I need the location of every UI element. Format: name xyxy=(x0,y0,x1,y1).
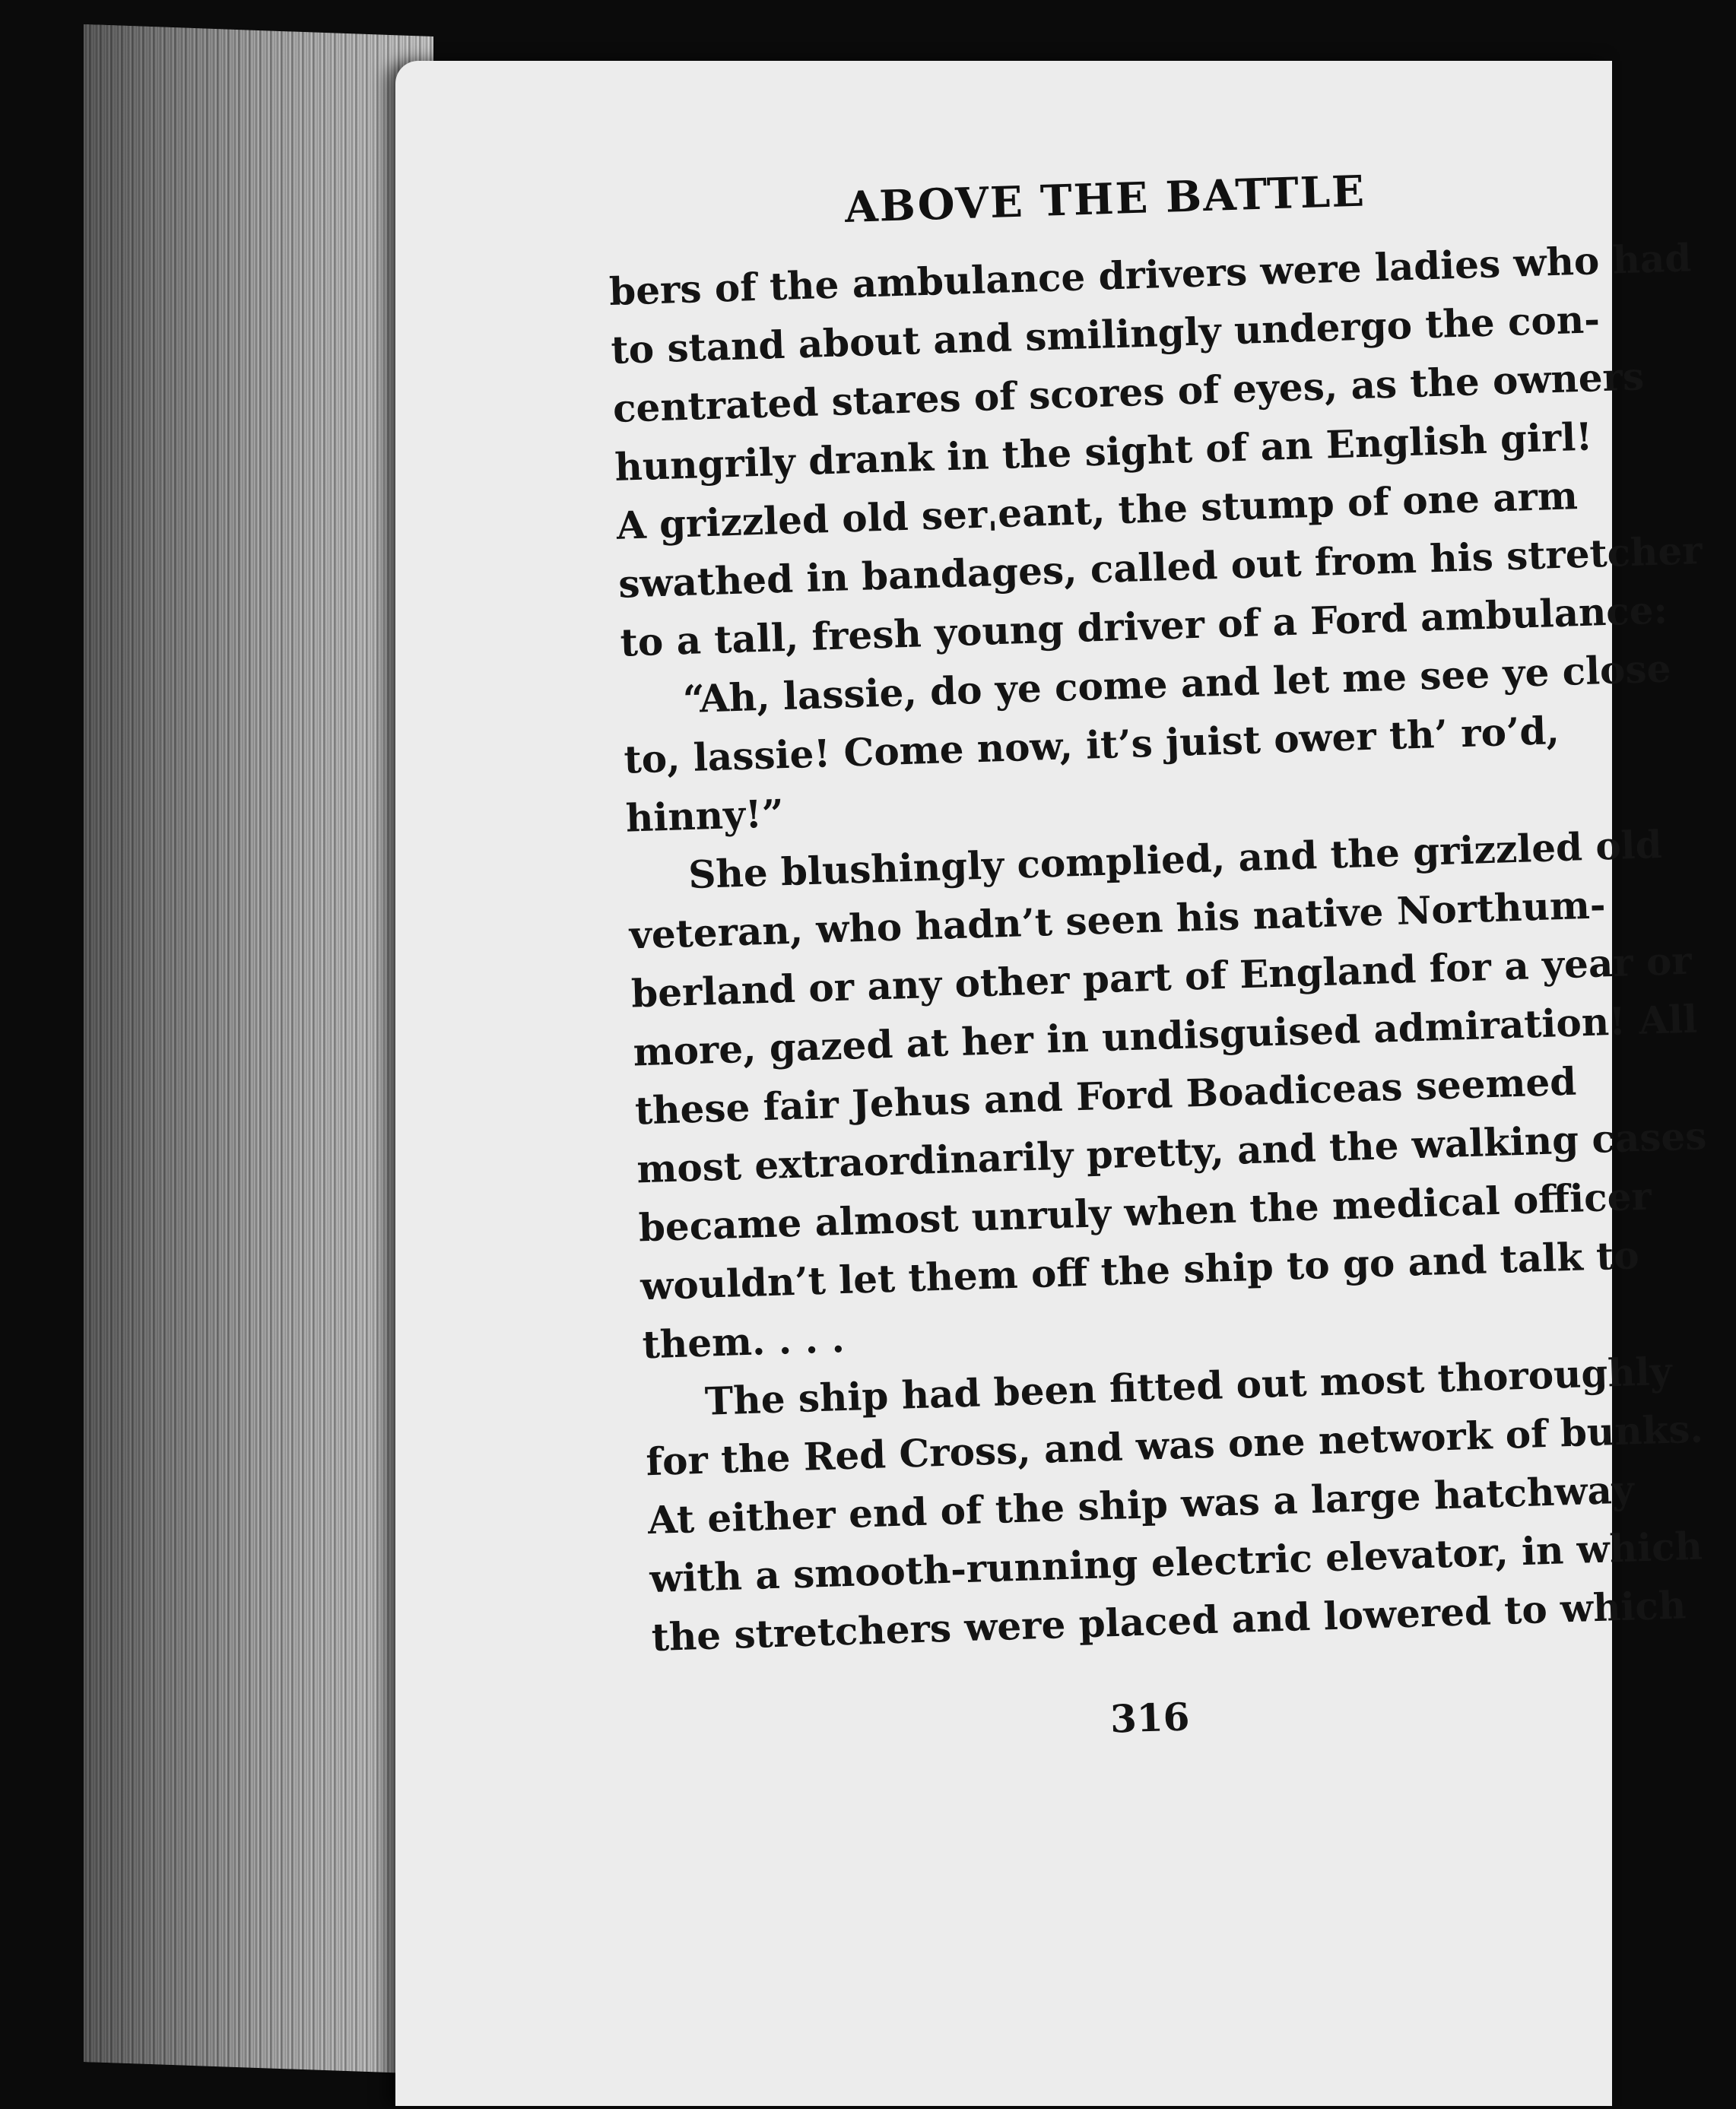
text-line: hungrily drank in the sight of an English girl! xyxy=(614,414,1594,490)
text-line: hinny!” xyxy=(625,791,785,841)
text-line: became almost unruly when the medical officer xyxy=(637,1173,1652,1251)
text-line: The ship had been fitted out most thoroughly xyxy=(704,1348,1673,1424)
text-line: wouldn’t let them off the ship to go and talk to xyxy=(639,1232,1640,1309)
text-line: A grizzled old serˌeant, the stump of one arm xyxy=(615,473,1579,548)
text-line: to stand about and smilingly undergo the con- xyxy=(610,297,1601,373)
page-number: 316 xyxy=(1109,1694,1191,1742)
text-line: for the Red Cross, and was one network of bunks. xyxy=(645,1406,1704,1485)
page-edges-shadow xyxy=(84,24,433,2074)
text-line: “Ah, lassie, do ye come and let me see ye close xyxy=(682,645,1672,722)
text-line: these fair Jehus and Ford Boadiceas seemed xyxy=(634,1058,1577,1134)
text-line: swathed in bandages, called out from his stretcher xyxy=(617,528,1703,607)
text-line: with a smooth-running electric elevator, in which xyxy=(649,1523,1703,1602)
text-line: berland or any other part of England for a year or xyxy=(630,937,1693,1016)
text-line: most extraordinarily pretty, and the walking cases xyxy=(636,1113,1708,1192)
running-head: ABOVE THE BATTLE xyxy=(844,166,1366,233)
text-line: to a tall, fresh young driver of a Ford ambulance: xyxy=(619,587,1668,665)
text-line: She blushingly complied, and the grizzled old xyxy=(687,821,1663,898)
text-line: the stretchers were placed and lowered to which xyxy=(650,1582,1687,1660)
text-line: to, lassie! Come now, it’s juist ower th’ ro’d, xyxy=(623,708,1560,782)
text-line: more, gazed at her in undisguised admiration! All xyxy=(632,996,1698,1075)
body-text xyxy=(608,230,1708,1667)
text-line: them. . . . xyxy=(641,1315,846,1368)
text-line: centrated stares of scores of eyes, as the owners xyxy=(612,354,1645,431)
text-line: veteran, who hadn’t seen his native Northum- xyxy=(628,882,1607,958)
text-line: At either end of the ship was a large hatchway xyxy=(647,1467,1635,1543)
text-line: bers of the ambulance drivers were ladies who had xyxy=(608,235,1693,314)
